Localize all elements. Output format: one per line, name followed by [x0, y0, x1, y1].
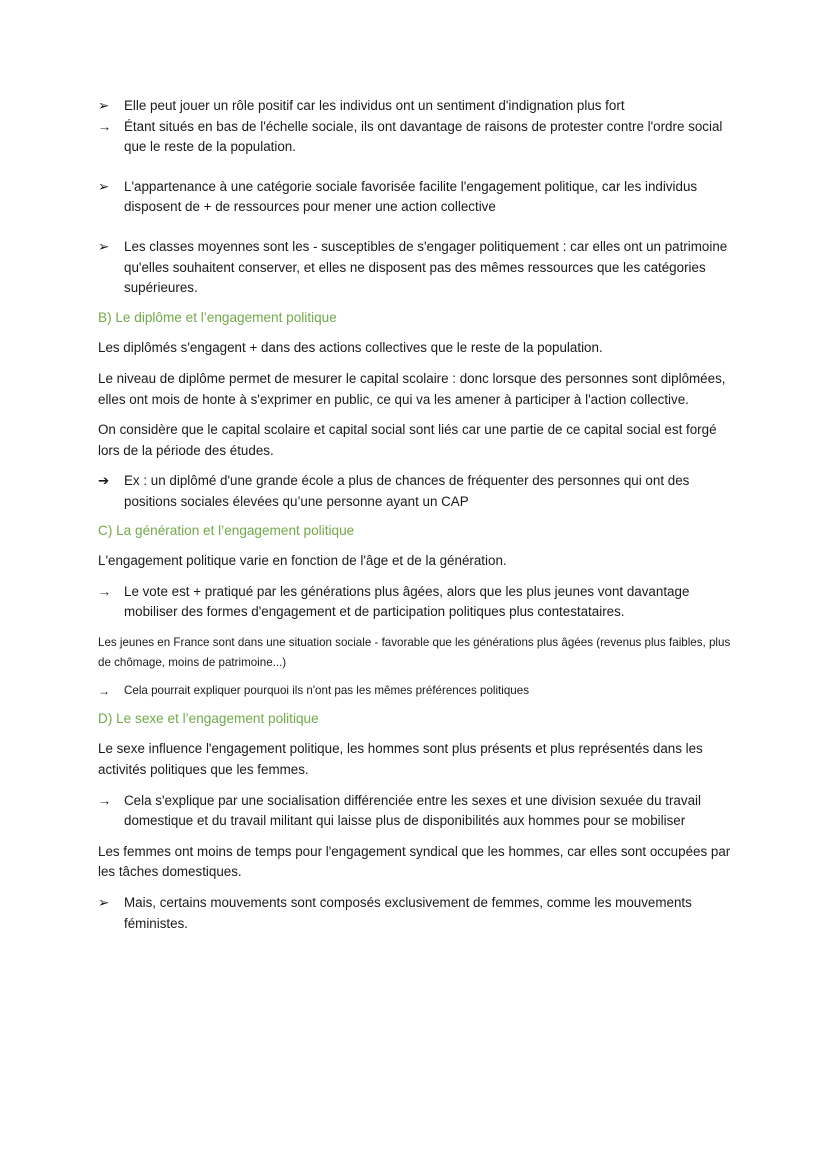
triangle-bullet-icon: ➢	[98, 178, 110, 194]
example-item	[98, 471, 734, 512]
bold-arrow-icon: ➔	[98, 473, 110, 489]
paragraph: Les femmes ont moins de temps pour l'engagement syndical que les hommes, car elles sont occupées par les tâches domestiques.	[98, 843, 731, 880]
paragraph: Le sexe influence l'engagement politique, les hommes sont plus présents et plus représentés dans les activités politiques que les femmes.	[98, 741, 703, 778]
section-heading-c: C) La génération et l’engagement politique	[98, 522, 355, 538]
paragraph: On considère que le capital scolaire et capital social sont liés car une partie de ce capital social est forgé lors de la période des études.	[98, 422, 717, 458]
small-paragraph: Les jeunes en France sont dans une situation sociale - favorable que les générations plus âgées (revenus plus faibles, plus de chômage, moins de patrimoine...)	[98, 635, 731, 669]
arrow-item	[98, 117, 734, 158]
bullet-item	[98, 237, 734, 299]
bullet-item	[98, 893, 734, 934]
triangle-bullet-icon: ➢	[98, 895, 110, 911]
arrow-item	[98, 582, 734, 623]
bullet-item	[98, 177, 734, 218]
example-text: Ex : un diplômé d'une grande école a plus de chances de fréquenter des personnes qui ont des positions sociales élevées qu’une personne ayant un CAP	[124, 473, 690, 509]
arrow-bullet-icon: →	[98, 792, 112, 808]
arrow-bullet-icon: →	[98, 683, 110, 698]
bullet-text: Mais, certains mouvements sont composés exclusivement de femmes, comme les mouvements féministes.	[124, 895, 692, 931]
section-heading-d: D) Le sexe et l’engagement politique	[98, 710, 319, 726]
paragraph: Les diplômés s'engagent + dans des actions collectives que le reste de la population.	[98, 340, 603, 356]
arrow-text: Le vote est + pratiqué par les générations plus âgées, alors que les plus jeunes vont davantage mobiliser des formes d'engagement et de participation politiques plus contestataires.	[124, 583, 690, 620]
arrow-item	[98, 681, 734, 701]
arrow-bullet-icon: →	[98, 583, 112, 599]
arrow-bullet-icon: →	[98, 118, 112, 134]
arrow-text: Étant situés en bas de l'échelle sociale, ils ont davantage de raisons de protester contre l'ordre social que le reste de la population.	[124, 118, 723, 155]
bullet-text: Elle peut jouer un rôle positif car les individus ont un sentiment d'indignation plus fort	[124, 98, 625, 113]
triangle-bullet-icon: ➢	[98, 98, 110, 113]
section-heading-b: B) Le diplôme et l’engagement politique	[98, 309, 337, 325]
arrow-text: Cela s'explique par une socialisation différenciée entre les sexes et une division sexuée du travail domestique et du travail militant qui laisse plus de disponibilités aux hommes pour se mobiliser	[124, 792, 701, 829]
triangle-bullet-icon: ➢	[98, 238, 110, 254]
paragraph: L'engagement politique varie en fonction de l'âge et de la génération.	[98, 553, 507, 569]
bullet-item	[98, 96, 734, 117]
arrow-item	[98, 791, 734, 832]
bullet-text: Les classes moyennes sont les - susceptibles de s'engager politiquement : car elles ont un patrimoine qu'elles souhaitent conserver, et elles ne disposent pas des mêmes ressources que les catégories supérieures.	[124, 238, 728, 296]
arrow-text: Cela pourrait expliquer pourquoi ils n'ont pas les mêmes préférences politiques	[124, 683, 529, 697]
paragraph: Le niveau de diplôme permet de mesurer le capital scolaire : donc lorsque des personnes sont diplômées, elles ont mois de honte à s'exprimer en public, ce qui va les amener à participer à l'action collective.	[98, 370, 726, 407]
bullet-text: L'appartenance à une catégorie sociale favorisée facilite l'engagement politique, car les individus disposent de + de ressources pour mener une action collective	[124, 178, 698, 215]
